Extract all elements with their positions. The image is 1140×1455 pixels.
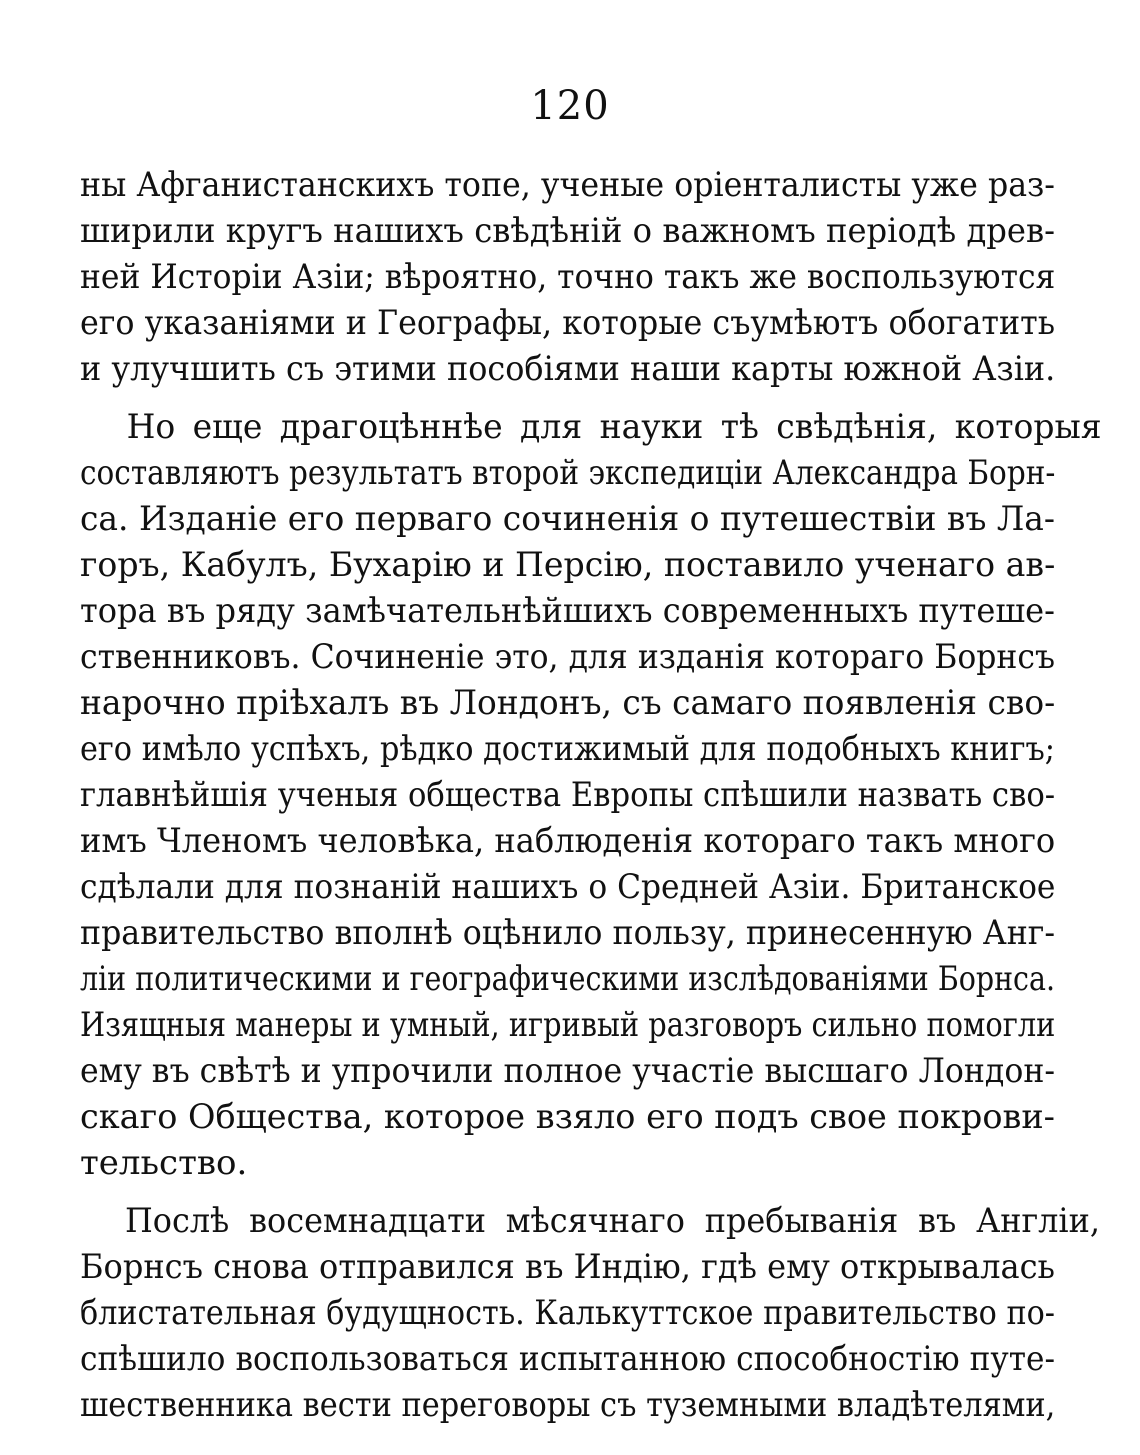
text-line: горъ, Кабулъ, Бухарію и Персію, поставило ученаго ав- <box>80 545 1056 585</box>
paragraph-gap <box>80 392 1055 404</box>
text-line: его имѣло успѣхъ, рѣдко достижимый для подобныхъ книгъ; <box>80 729 1055 769</box>
body-text <box>80 162 1102 1428</box>
text-line: спѣшило воспользоваться испытанною способностію путе- <box>80 1339 1055 1379</box>
text-line: его указаніями и Географы, которые съумѣютъ обогатить <box>80 303 1055 343</box>
text-line: тельство. <box>80 1143 248 1183</box>
text-line: и улучшить съ этими пособіями наши карты южной Азіи. <box>80 349 1056 389</box>
text-line: Изящныя манеры и умный, игривый разговоръ сильно помогли <box>80 1005 1056 1045</box>
text-line: ему въ свѣтѣ и упрочили полное участіе высшаго Лондон- <box>80 1051 1055 1091</box>
text-line: Но еще драгоцѣннѣе для науки тѣ свѣдѣнія, которыя <box>126 407 1102 447</box>
text-line: тора въ ряду замѣчательнѣйшихъ современныхъ путеше- <box>80 591 1055 631</box>
text-line: Послѣ восемнадцати мѣсячнаго пребыванія въ Англіи, <box>124 1201 1100 1241</box>
text-line: ны Афганистанскихъ топе, ученые оріенталисты уже раз- <box>80 165 1055 205</box>
text-line: скаго Общества, которое взяло его подъ свое покрови- <box>80 1097 1055 1137</box>
text-line: составляютъ результатъ второй экспедиціи Александра Борн- <box>80 453 1056 493</box>
paragraph-gap <box>80 1186 1055 1198</box>
text-line: са. Изданіе его перваго сочиненія о путешествіи въ Ла- <box>80 499 1055 539</box>
text-line: блистательная будущность. Калькуттское правительство по- <box>80 1293 1055 1333</box>
text-line: ліи политическими и географическими изслѣдованіями Борнса. <box>80 959 1055 999</box>
text-line: Борнсъ снова отправился въ Индію, гдѣ ему открывалась <box>80 1247 1055 1287</box>
paragraph <box>80 1198 1100 1428</box>
text-line: нарочно пріѣхалъ въ Лондонъ, съ самаго появленія сво- <box>80 683 1056 723</box>
text-line: ней Исторіи Азіи; вѣроятно, точно такъ же воспользуются <box>80 257 1056 297</box>
text-line: главнѣйшія ученыя общества Европы спѣшили назвать сво- <box>80 775 1056 815</box>
page-number: 120 <box>530 83 610 129</box>
text-line: правительство вполнѣ оцѣнило пользу, принесенную Анг- <box>80 913 1055 953</box>
paragraph <box>80 162 1055 392</box>
text-line: шественника вести переговоры съ туземными владѣтелями, <box>80 1385 1056 1425</box>
text-line: сдѣлали для познаній нашихъ о Средней Азіи. Британское <box>80 867 1056 907</box>
text-line: ширили кругъ нашихъ свѣдѣній о важномъ періодѣ древ- <box>80 211 1055 251</box>
paragraph <box>80 404 1102 1186</box>
text-line: ственниковъ. Сочиненіе это, для изданія котораго Борнсъ <box>80 637 1055 677</box>
text-line: имъ Членомъ человѣка, наблюденія котораго такъ много <box>80 821 1056 861</box>
